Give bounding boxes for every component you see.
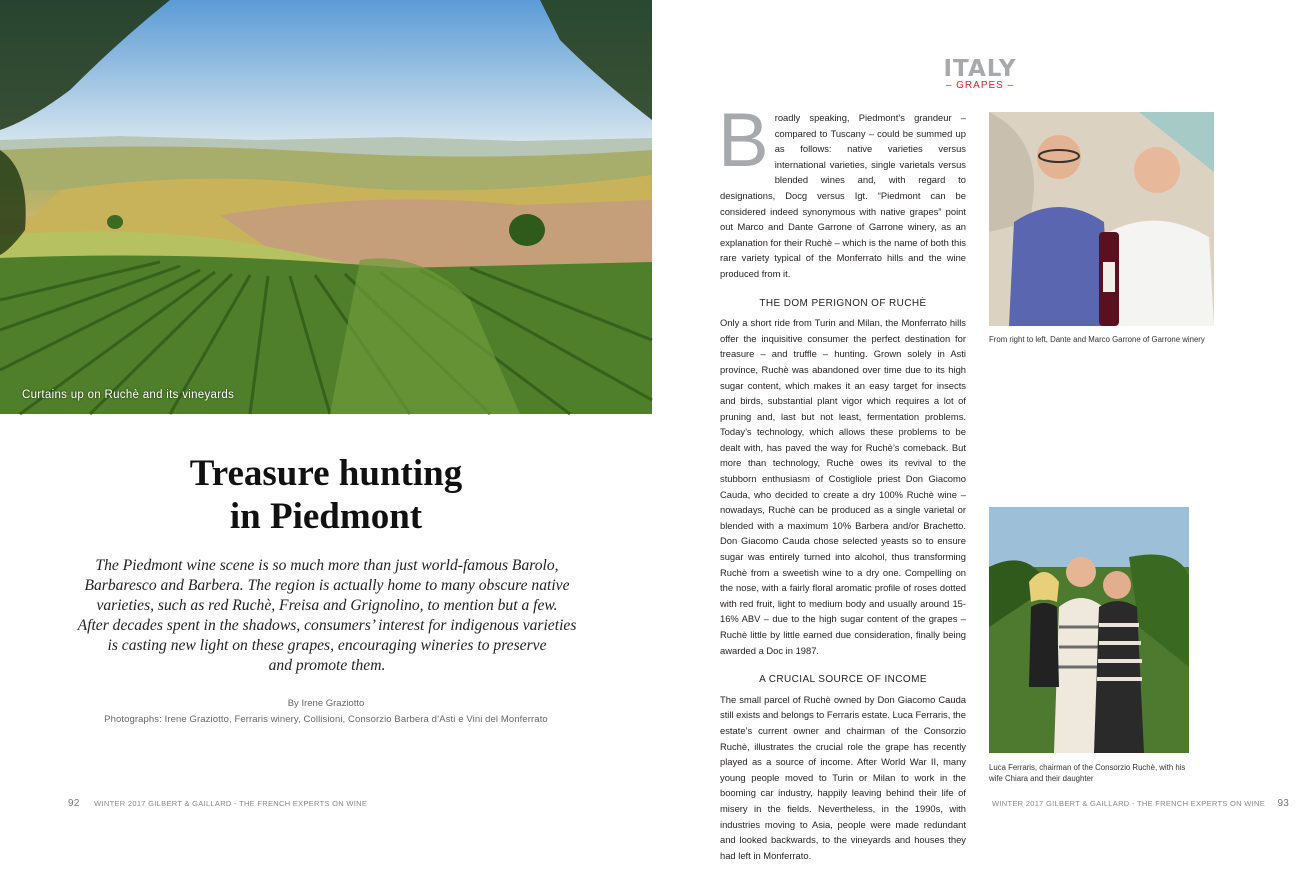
section-subtitle: – GRAPES – bbox=[945, 80, 1015, 91]
headline-line-2: in Piedmont bbox=[229, 496, 423, 537]
body-paragraph: Only a short ride from Turin and Milan, the Monferrato hills offer the inquisitive consumer the perfect destination for treasure – and truffle – hunting. Grown solely in Asti province, Ruchè was abandoned over time due to its high sugar content, which makes it an easy target for insects and birds, substantial plant vigor which requires a lot of pruning and, last but not least, fermentation problems. Today’s technology, which allows these problems to be dealt with, has paved the way for Ruchè’s comeback. But more than technology, Ruchè owes its revival to the stubborn enthusiasm of Costigliole priest Don Giacomo Cauda, who decided to create a dry 100% Ruchè wine – nowadays, Ruchè can be produced as a single varietal or blended with a maximum 10% Barbera and/or Brachetto. Don Giacomo Cauda chose selected yeasts so to ensure sugar was entirely turned into alcohol, thus transforming Ruchè from a sweetish wine to a dry one. Compelling on the nose, with a fairly floral aromatic profile of roses dotted with red fruit, light to medium body and usually around 15-16% ABV – due to the high sugar content of the grapes – Ruchè little by little earned due consideration, finally being awarded a Doc in 1987. bbox=[720, 317, 966, 656]
subheading-source-of-income: A CRUCIAL SOURCE OF INCOME bbox=[759, 674, 927, 686]
page-number-right: 93 bbox=[1277, 798, 1290, 809]
footer-right bbox=[992, 798, 1289, 809]
section-title: ITALY bbox=[943, 56, 1017, 82]
garrone-owners-photo bbox=[989, 112, 1214, 326]
standfirst-line: is casting new light on these grapes, encouraging wineries to preserve bbox=[107, 637, 547, 654]
intro-text: roadly speaking, Piedmont’s grandeur – compared to Tuscany – could be summed up as follows: native varieties versus international varieties, single varietals versus blended wines and, with regard to designations, Docg versus Igt. “Piedmont can be considered indeed synonymous with native grapes” point out Marco and Dante Garrone of Garrone winery, as an explanation for their Ruchè – which is the name of both this rare variety typical of the Monferrato hills and the wine produced from it. bbox=[720, 112, 966, 279]
standfirst-line: The Piedmont wine scene is so much more than just world-famous Barolo, bbox=[95, 557, 559, 574]
standfirst-line: and promote them. bbox=[268, 657, 386, 674]
family-photo-caption: Luca Ferraris, chairman of the Consorzio Ruchè, with his wife Chiara and their daughter bbox=[989, 763, 1186, 783]
owners-photo-caption: From right to left, Dante and Marco Garrone of Garrone winery bbox=[989, 335, 1205, 344]
photo-credits: Photographs: Irene Graziotto, Ferraris winery, Collisioni, Consorzio Barbera d’Asti e Vini del Monferrato bbox=[104, 714, 548, 725]
headline-line-1: Treasure hunting bbox=[189, 453, 463, 494]
article-body bbox=[718, 98, 966, 877]
standfirst-line: Barbaresco and Barbera. The region is actually home to many obscure native bbox=[84, 577, 570, 594]
ferraris-family-photo bbox=[989, 507, 1189, 753]
page-number-left: 92 bbox=[68, 798, 80, 809]
article-headline bbox=[60, 452, 592, 538]
family-illustration bbox=[989, 507, 1189, 753]
footer-left-text: WINTER 2017 GILBERT & GAILLARD - THE FRENCH EXPERTS ON WINE bbox=[94, 799, 368, 808]
article-standfirst bbox=[64, 556, 590, 676]
standfirst-line: After decades spent in the shadows, consumers’ interest for indigenous varieties bbox=[77, 617, 577, 634]
owners-illustration bbox=[989, 112, 1214, 326]
vineyard-landscape-illustration bbox=[0, 0, 652, 414]
drop-cap: B bbox=[718, 98, 769, 183]
hero-photo-caption: Curtains up on Ruchè and its vineyards bbox=[22, 389, 235, 401]
standfirst-line: varieties, such as red Ruchè, Freisa and Grignolino, to mention but a few. bbox=[96, 597, 558, 614]
intro-paragraph bbox=[718, 98, 966, 282]
footer-left bbox=[68, 798, 367, 809]
footer-right-text: WINTER 2017 GILBERT & GAILLARD - THE FRENCH EXPERTS ON WINE bbox=[992, 799, 1266, 808]
body-paragraph: The small parcel of Ruchè owned by Don Giacomo Cauda still exists and belongs to Ferraris estate. Luca Ferraris, the estate’s current owner and chairman of the Consorzio Ruchè, illustrates the crucial role the grape has recently played as a source of income. After World War II, many young people moved to Turin or Milan to work in the booming car industry, happily leaving behind their life of misery in the fields. Nevertheless, in the 1990s, with industries moving to Asia, people were made redundant and looked backwards, to the vineyards and houses they had left in Monferrato. bbox=[720, 693, 966, 861]
author-byline: By Irene Graziotto bbox=[287, 698, 365, 709]
vineyard-hero-photo bbox=[0, 0, 652, 414]
subheading-dom-perignon: THE DOM PERIGNON OF RUCHÈ bbox=[759, 297, 927, 309]
